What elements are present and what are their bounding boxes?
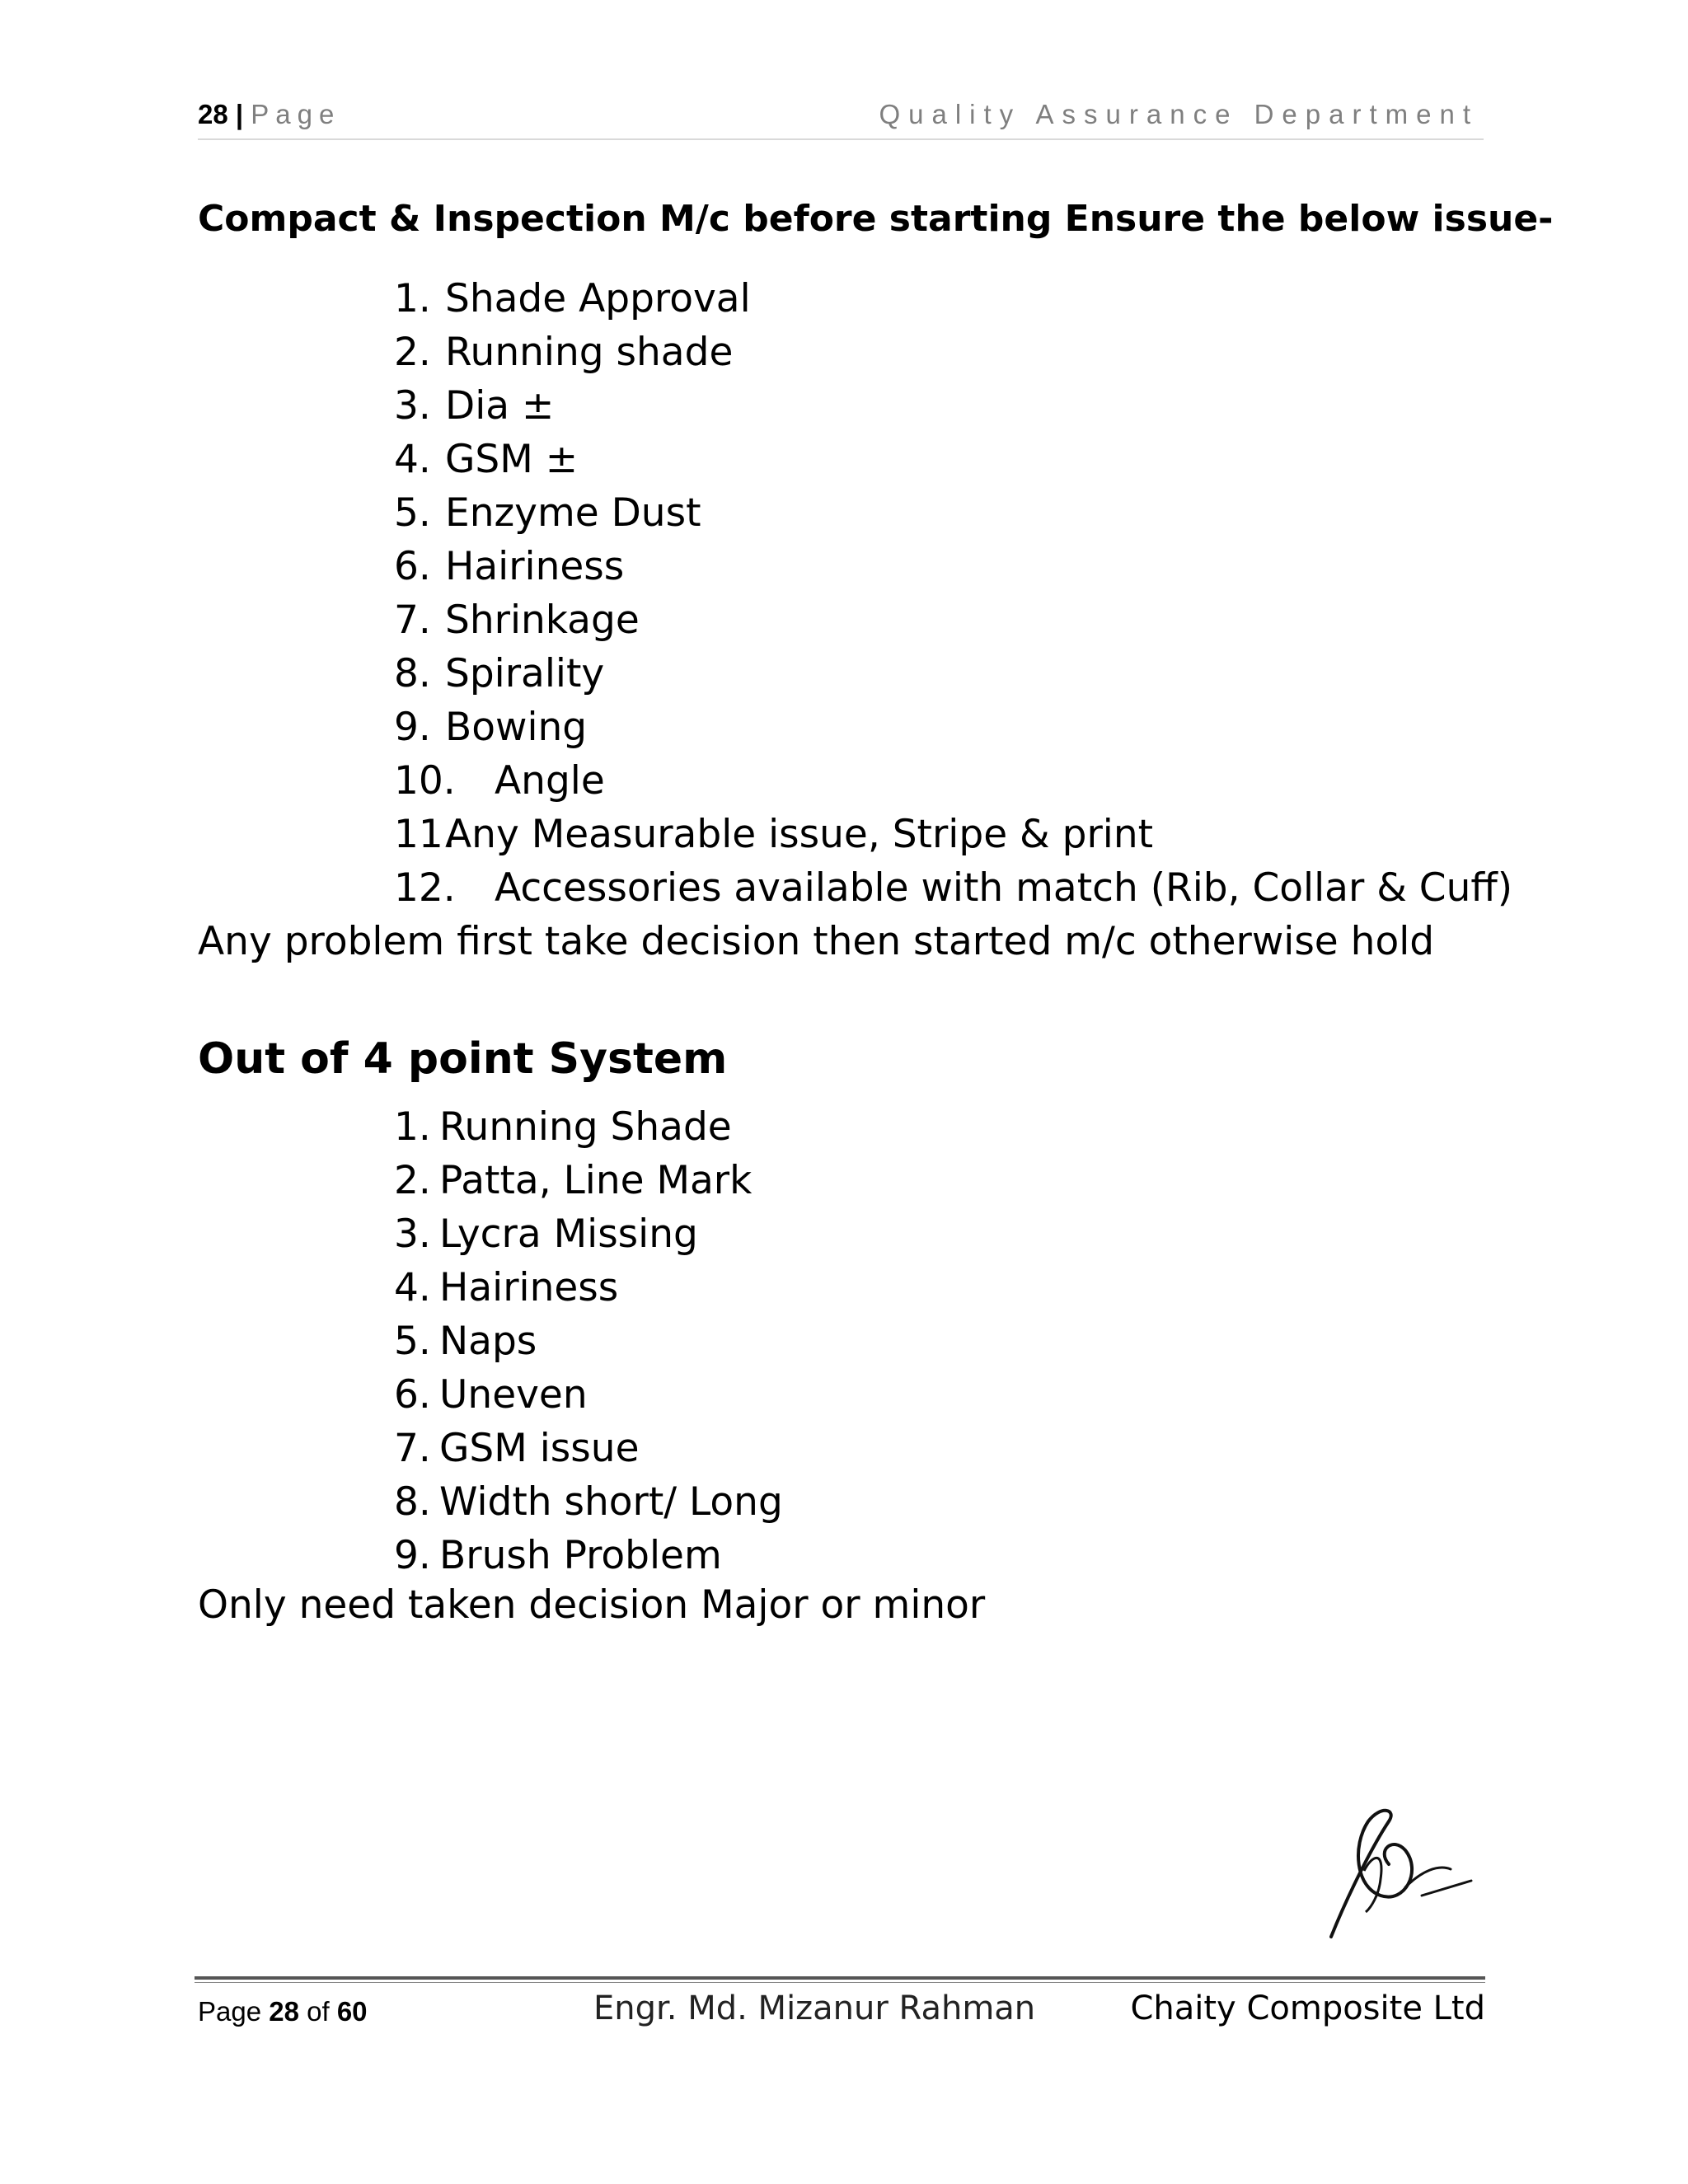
footer-divider	[195, 1976, 1485, 1980]
header-department: Quality Assurance Department	[879, 99, 1479, 129]
list-item: 9. Bowing	[394, 705, 588, 750]
list-item: 5. Enzyme Dust	[394, 490, 701, 536]
footer-company: Chaity Composite Ltd	[1130, 1990, 1485, 2027]
list-item: 8. Spirality	[394, 651, 605, 696]
footer-page-count: Page 28 of 60	[198, 1996, 368, 2027]
list-item: 2. Patta, Line Mark	[394, 1158, 753, 1203]
list-item: 10. Angle	[394, 758, 605, 804]
header-page-number: 28 | Page	[198, 99, 341, 129]
list-item: 4. Hairiness	[394, 1265, 619, 1310]
list-item: 4. GSM ±	[394, 437, 579, 482]
footer-divider-thin	[195, 1982, 1485, 1983]
list-item: 1. Shade Approval	[394, 276, 751, 321]
list-item: 8. Width short/ Long	[394, 1479, 783, 1525]
list-item: 12. Accessories available with match (Rib, Collar & Cuff)	[394, 865, 1513, 911]
list-item: 2. Running shade	[394, 330, 734, 375]
list-item: 7. Shrinkage	[394, 598, 640, 643]
section1-list	[394, 272, 1512, 915]
list-item: 5. Naps	[394, 1319, 537, 1364]
signature-image	[1282, 1772, 1512, 1961]
section1-note: Any problem first take decision then started m/c otherwise hold	[198, 919, 1435, 964]
list-item: 6. Hairiness	[394, 544, 625, 589]
list-item: 3. Dia ±	[394, 383, 555, 429]
list-item: 9. Brush Problem	[394, 1533, 722, 1578]
footer-author: Engr. Md. Mizanur Rahman	[593, 1990, 1036, 2027]
list-item: 7. GSM issue	[394, 1426, 640, 1471]
list-item: 6. Uneven	[394, 1372, 588, 1418]
list-item: 1. Running Shade	[394, 1104, 732, 1150]
page-header	[198, 97, 1484, 140]
list-item: 3. Lycra Missing	[394, 1212, 698, 1257]
list-item: 11.Any Measurable issue, Stripe & print	[394, 812, 1154, 857]
section1-title: Compact & Inspection M/c before starting Ensure the below issue-	[198, 198, 1554, 240]
section2-list	[394, 1100, 783, 1582]
section2-note: Only need taken decision Major or minor	[198, 1582, 986, 1628]
section2-title: Out of 4 point System	[198, 1034, 728, 1084]
